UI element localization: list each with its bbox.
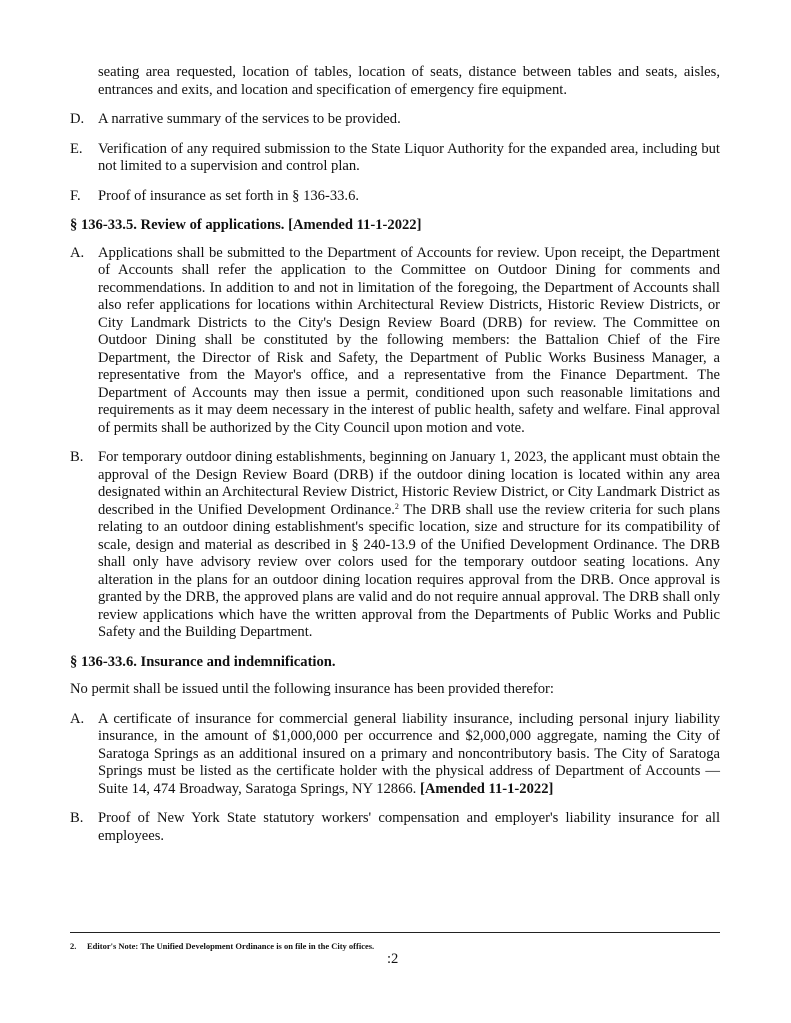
list-item-d xyxy=(70,111,720,129)
list-text: A narrative summary of the services to be provided. xyxy=(98,111,401,127)
footnote-text: Editor's Note: The Unified Development Ordinance is on file in the City offices. xyxy=(87,941,375,951)
list-text xyxy=(98,711,720,799)
list-text xyxy=(98,449,720,642)
list-label: A. xyxy=(70,244,85,261)
list-item-f xyxy=(70,188,720,206)
section-intro: No permit shall be issued until the following insurance has been provided therefor: xyxy=(70,681,554,697)
list-item-review-a xyxy=(70,245,720,438)
list-label: E. xyxy=(70,140,83,157)
list-label: D. xyxy=(70,111,85,127)
list-label: A. xyxy=(70,710,85,727)
section-heading-insurance: § 136-33.6. Insurance and indemnification. xyxy=(70,653,336,670)
footnote-reference[interactable]: 2 xyxy=(394,501,399,511)
list-text: Proof of insurance as set forth in § 136-33.6. xyxy=(98,187,360,204)
footnote-number: 2. xyxy=(70,941,77,951)
list-item-insurance-a xyxy=(70,711,720,799)
text-before-note: For temporary outdoor dining establishments, beginning on January 1, 2023, the applicant must obtain the approval of the Design Review Board (DRB) if the outdoor dining location is located within any area designated within an Architectural Review District, Historic Review District, or City Landmark District as described in the Unified Development Ordinance. xyxy=(98,449,720,518)
list-label: F. xyxy=(70,187,81,204)
list-text: Applications shall be submitted to the Department of Accounts for review. Upon receipt, the Department of Accounts shall refer the application to the Committee on Outdoor Dining for comments and recommendations. In addition to and not in limitation of the foregoing, the Department of Accounts shall also refer applications for locations within Architectural Review Districts, Historic Review Districts, or City Landmark Districts to the City's Design Review Board (DRB) for review. The Committee on Outdoor Dining shall be constituted by the following members: the Battalion Chief of the Fire Department, the Director of Risk and Safety, the Department of Public Works Business Manager, a representative from the Mayor's office, and a representative from the Finance Department. The Department of Accounts may then issue a permit, conditioned upon such reasonable limitations and requirements as it may deem necessary in the interest of public health, safety and welfare. Final approval of permits shall be authorized by the City Council upon motion and vote. xyxy=(98,244,720,436)
document-page xyxy=(70,64,720,857)
list-text: Proof of New York State statutory workers' compensation and employer's liability insurance for all employees. xyxy=(98,810,720,844)
list-label: B. xyxy=(70,449,84,465)
text-after-note: The DRB shall use the review criteria for such plans relating to an outdoor dining establishment's specific location, size and structure for its compatibility of scale, design and material as described in § 240-13.9 of the Unified Development Ordinance. The DRB shall only have advisory review over colors used for the temporary outdoor seating locations. Any alteration in the plans for an outdoor dining location requires approval from the DRB. Once approval is granted by the DRB, the approved plans are valid and do not require annual approval. The DRB shall only review applications which have the written approval from the Departments of Public Works and Public Safety and the Building Department. xyxy=(98,501,720,640)
page-number: :2 xyxy=(387,951,399,967)
section-heading-review: § 136-33.5. Review of applications. [Amended 11-1-2022] xyxy=(70,217,422,233)
amended-note: [Amended 11-1-2022] xyxy=(419,780,554,797)
continued-list-item: seating area requested, location of tables, location of seats, distance between tables and seats, aisles, entrances and exits, and location and specification of emergency fire equipment. xyxy=(98,64,720,98)
list-item-review-b xyxy=(70,449,720,642)
list-text: Verification of any required submission to the State Liquor Authority for the expanded area, including but not limited to a supervision and control plan. xyxy=(98,140,720,174)
list-item-insurance-b xyxy=(70,810,720,845)
list-item-e xyxy=(70,141,720,176)
list-label: B. xyxy=(70,810,84,826)
insurance-text: A certificate of insurance for commercial general liability insurance, including personal injury liability insurance, in the amount of $1,000,000 per occurrence and $2,000,000 aggregate, naming the City of Saratoga Springs as an additional insured on a primary and noncontributory basis. The City of Saratoga Springs must be listed as the certificate holder with the physical address of Department of Accounts — Suite 14, 474 Broadway, Saratoga Springs, NY 12866. xyxy=(98,710,720,797)
footnote-divider xyxy=(70,932,720,933)
